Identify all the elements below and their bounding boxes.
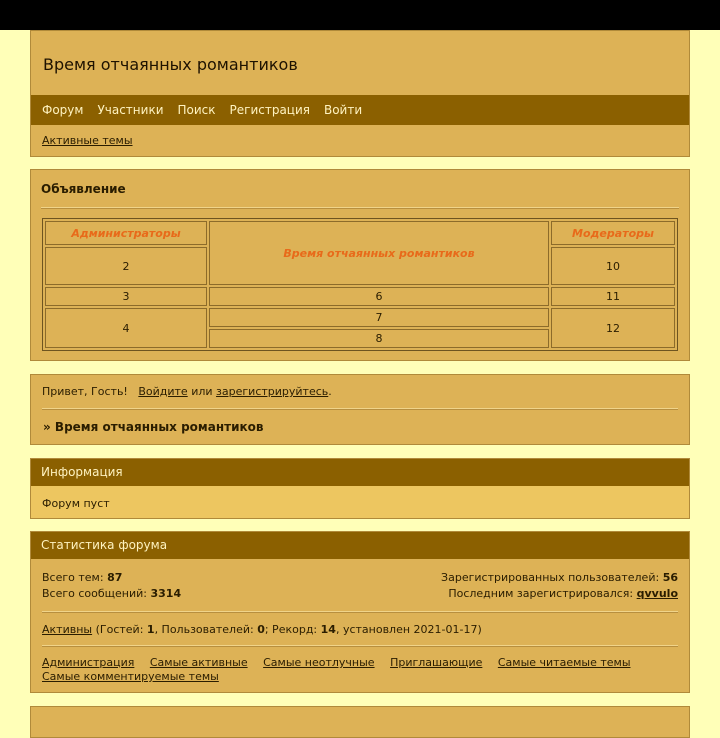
announcement-panel	[30, 169, 690, 361]
period: .	[328, 385, 332, 398]
link-inviting[interactable]: Приглашающие	[390, 656, 483, 669]
link-most-read[interactable]: Самые читаемые темы	[497, 656, 631, 669]
login-link[interactable]: Войдите	[138, 385, 188, 398]
breadcrumb: » Время отчаянных романтиков	[43, 420, 264, 434]
total-topics	[42, 571, 122, 584]
total-posts-label: Всего сообщений:	[42, 587, 147, 600]
total-posts	[42, 587, 181, 600]
table-cell: 2	[45, 247, 207, 285]
users-online-label: , Пользователей:	[154, 623, 254, 636]
last-registered-user-link[interactable]: qvvulo	[636, 587, 678, 600]
total-topics-value: 87	[107, 571, 123, 584]
nav-register[interactable]: Регистрация	[229, 103, 310, 117]
record-date: , установлен 2021-01-17)	[335, 623, 482, 636]
top-bar	[0, 0, 720, 30]
center-title: Время отчаянных романтиков	[209, 221, 549, 285]
record-label: ; Рекорд:	[264, 623, 318, 636]
site-title: Время отчаянных романтиков	[43, 55, 298, 74]
users-online-value: 0	[257, 623, 265, 636]
table-cell: 8	[209, 329, 549, 348]
total-topics-label: Всего тем:	[42, 571, 104, 584]
announcement-title: Объявление	[41, 182, 126, 196]
greeting-text: Привет, Гость!	[42, 385, 128, 398]
last-registered-label: Последним зарегистрировался:	[448, 587, 634, 600]
total-posts-value: 3314	[150, 587, 182, 600]
greeting-line	[42, 385, 332, 398]
divider	[42, 408, 678, 410]
guests-label: (Гостей:	[95, 623, 144, 636]
moderators-header: Модераторы	[551, 221, 675, 245]
table-cell: 12	[551, 308, 675, 348]
stats-links	[42, 656, 662, 684]
nav-forum[interactable]: Форум	[42, 103, 84, 117]
guests-value: 1	[146, 623, 155, 636]
link-most-active[interactable]: Самые активные	[149, 656, 248, 669]
nav-members[interactable]: Участники	[97, 103, 164, 117]
table-cell: 11	[551, 287, 675, 306]
greeting-panel	[30, 374, 690, 445]
registered-users-value: 56	[662, 571, 678, 584]
divider	[41, 207, 679, 209]
main-nav	[31, 95, 689, 125]
table-cell: 10	[551, 247, 675, 285]
info-header: Информация	[31, 459, 689, 486]
info-panel	[30, 458, 690, 519]
last-registered	[448, 587, 678, 600]
active-topics-link[interactable]: Активные темы	[42, 134, 133, 147]
link-administration[interactable]: Администрация	[42, 656, 135, 669]
header-panel	[30, 30, 690, 157]
table-cell: 3	[45, 287, 207, 306]
nav-login[interactable]: Войти	[323, 103, 363, 117]
link-most-present[interactable]: Самые неотлучные	[263, 656, 375, 669]
online-line	[42, 623, 482, 636]
registered-users	[441, 571, 678, 584]
info-body	[31, 486, 689, 518]
record-value: 14	[320, 623, 336, 636]
table-cell: 4	[45, 308, 207, 348]
divider	[42, 611, 678, 613]
register-link[interactable]: зарегистрируйтесь	[216, 385, 329, 398]
admins-header: Администраторы	[45, 221, 207, 245]
info-text: Форум пуст	[42, 497, 110, 510]
table-cell: 6	[209, 287, 549, 306]
stats-header: Статистика форума	[31, 532, 689, 559]
registered-users-label: Зарегистрированных пользователей:	[441, 571, 660, 584]
divider	[42, 645, 678, 647]
stats-panel	[30, 531, 690, 693]
active-users-link[interactable]: Активны	[42, 623, 93, 636]
table-cell: 7	[209, 308, 549, 327]
or-text: или	[191, 385, 213, 398]
link-most-commented[interactable]: Самые комментируемые темы	[42, 670, 219, 683]
announcement-table	[42, 218, 678, 351]
next-panel	[30, 706, 690, 738]
nav-search[interactable]: Поиск	[177, 103, 216, 117]
